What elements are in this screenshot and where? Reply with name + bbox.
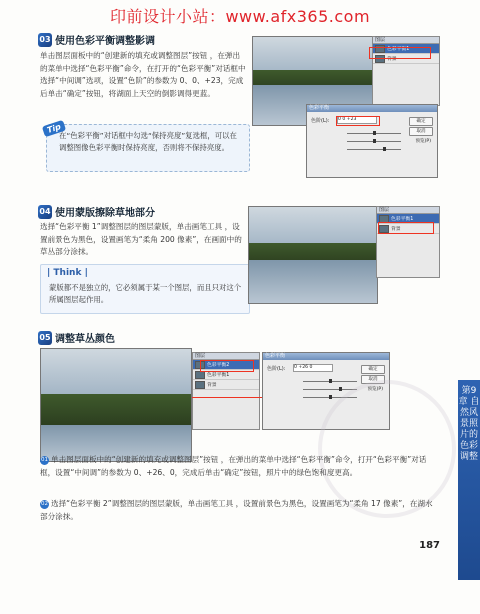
ok-button[interactable]: 确定	[361, 365, 385, 374]
section-04-body: 选择“色彩平衡 1”调整图层的图层蒙版，单击画笔工具 ，设置前景色为黑色，设置画笔为“柔角 200 像素”，在画面中的草丛部分涂抹。	[40, 222, 242, 257]
section-title: 使用蒙版擦除草地部分	[55, 208, 155, 219]
landscape-photo-2	[248, 206, 378, 304]
think-label: | Think |	[47, 268, 88, 278]
layer-row[interactable]: 色彩平衡1	[193, 370, 259, 380]
connector-line	[192, 397, 262, 398]
levels-label: 色阶(L):	[267, 366, 286, 372]
layer-row[interactable]: 背景	[377, 224, 439, 234]
step-01	[40, 454, 438, 479]
step-number: 01	[41, 457, 48, 463]
think-text: 蒙版都不是独立的，它必须属于某一个图层，而且只对这个所属图层起作用。	[49, 283, 242, 304]
cancel-button[interactable]: 取消	[361, 375, 385, 384]
cancel-button[interactable]: 取消	[409, 127, 433, 136]
section-title: 使用色彩平衡调整影调	[55, 36, 155, 47]
panel-tab: 图层	[373, 37, 439, 44]
section-05-heading	[38, 330, 115, 345]
section-number-badge: 03	[38, 33, 52, 47]
layer-row[interactable]: 背景	[373, 54, 439, 64]
page-number: 187	[419, 540, 440, 551]
section-03-body: 单击图层面板中的“创建新的填充或调整图层”按钮 ，在弹出的菜单中选择“色彩平衡”命令，在打开的“色彩平衡”对话框中选择“中间调”选项，设置“色阶”的参数为 0、0、+23，完成后单击“确定”按钮，将湖面上天空的倒影调得更蓝。	[40, 51, 246, 98]
section-title: 调整草丛颜色	[55, 334, 115, 345]
levels-input[interactable]: 0 +26 0	[293, 364, 333, 372]
layer-row[interactable]: 色彩平衡2	[193, 360, 259, 370]
preview-checkbox[interactable]: 预览(P)	[415, 139, 431, 144]
highlight-box	[336, 116, 380, 126]
step-02	[40, 498, 438, 523]
section-04-heading	[38, 204, 155, 219]
layers-panel-2	[376, 206, 440, 278]
chapter-side-tab: 第9章 自然风景照片的色彩调整	[458, 380, 480, 580]
tip-text: 在“色彩平衡”对话框中勾选“保持亮度”复选框，可以在调整图像色彩平衡时保持亮度，否则将不保持亮度。	[59, 131, 237, 152]
highlight-box	[378, 222, 434, 234]
watermark-text: 印前设计小站：www.afx365.com	[109, 7, 371, 26]
section-03-heading	[38, 32, 155, 47]
panel-tab: 图层	[193, 353, 259, 360]
preview-checkbox[interactable]: 预览(P)	[367, 387, 383, 392]
layer-row[interactable]: 背景	[193, 380, 259, 390]
panel-tab: 图层	[377, 207, 439, 214]
highlight-box	[369, 47, 431, 59]
think-box	[40, 264, 250, 314]
tip-box	[46, 124, 250, 172]
dialog-title: 色彩平衡	[263, 353, 389, 360]
tip-label: Tip	[42, 120, 66, 137]
layer-row[interactable]: 色彩平衡1	[377, 214, 439, 224]
step-text: 选择“色彩平衡 2”调整图层的图层蒙版，单击画笔工具 ，设置前景色为黑色，设置画笔为“柔角 17 像素”，在湖水部分涂抹。	[40, 499, 433, 521]
highlight-box	[200, 360, 254, 372]
section-number-badge: 04	[38, 205, 52, 219]
step-number: 02	[41, 501, 48, 507]
levels-label: 色阶(L):	[311, 118, 330, 124]
layer-row[interactable]: 色彩平衡1	[373, 44, 439, 54]
step-text: 单击图层面板中的“创建新的填充或调整图层”按钮 ，在弹出的菜单中选择“色彩平衡”命令，打开“色彩平衡”对话框，设置“中间调”的参数为 0、+26、0，完成后单击“确定”按钮，照片中的绿色饱和度更高。	[40, 455, 427, 477]
landscape-photo-3	[40, 348, 192, 462]
levels-input[interactable]: 0 0 +23	[337, 116, 377, 124]
dialog-title: 色彩平衡	[307, 105, 437, 112]
section-number-badge: 05	[38, 331, 52, 345]
ok-button[interactable]: 确定	[409, 117, 433, 126]
